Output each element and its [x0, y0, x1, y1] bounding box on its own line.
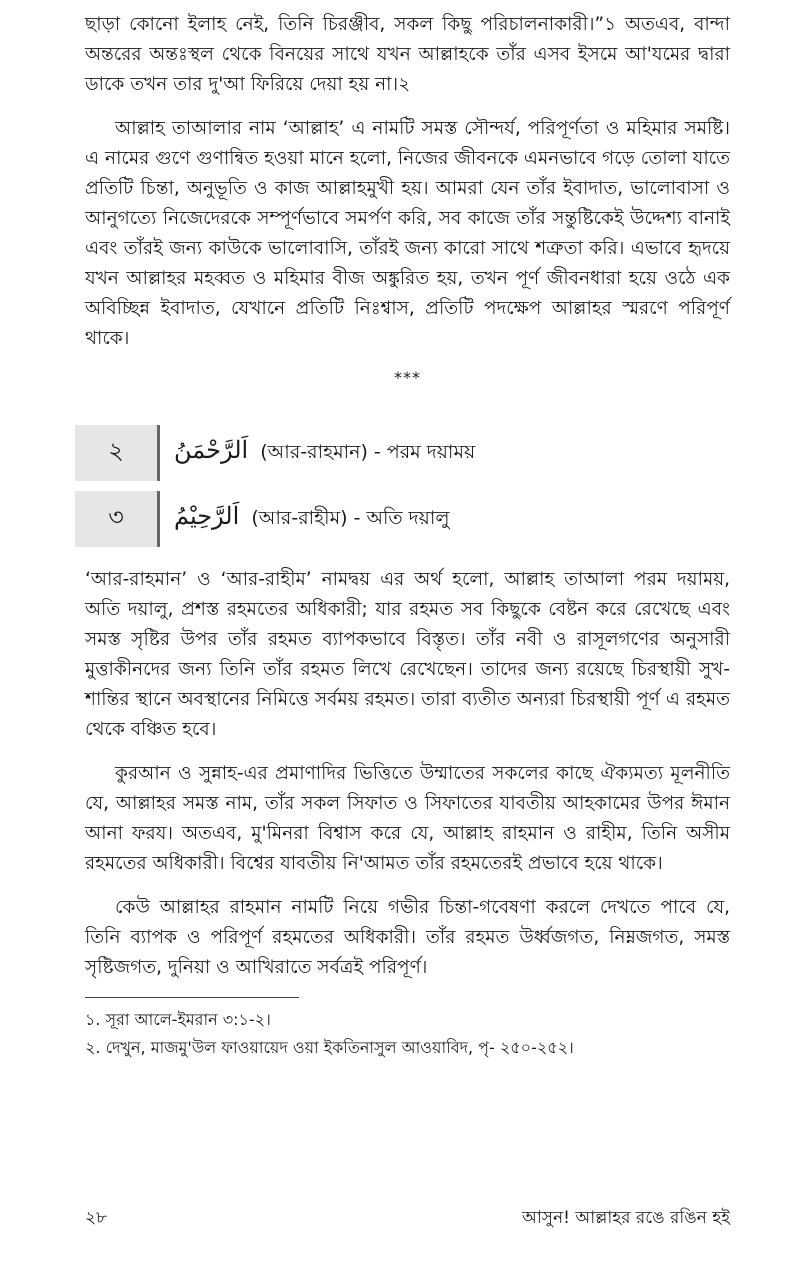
name-number: ৩	[75, 491, 160, 547]
footnote-2: ২. দেখুন, মাজমু'উল ফাওয়ায়েদ ওয়া ইকতিনাসুল আওয়াবিদ, পৃ- ২৫০-২৫২।	[85, 1038, 574, 1057]
name-title	[160, 436, 475, 470]
name-box-ar-rahman	[75, 425, 730, 481]
paragraph-4: কুরআন ও সুন্নাহ-এর প্রমাণাদির ভিত্তিতে উম্মাতের সকলের কাছে ঐক্যমত্য মূলনীতি যে, আল্লাহর সমস্ত নাম, তাঁর সকল সিফাত ও সিফাতের যাবতীয় আহকামের উপর ঈমান আনা ফরয। অতএব, মু'মিনরা বিশ্বাস করে যে, আল্লাহ রাহমান ও রাহীম, তিনি অসীম রহমতের অধিকারী। বিশ্বের যাবতীয় নি'আমত তাঁর রহমতেরই প্রভাবে হয়ে থাকে।	[85, 763, 730, 874]
name-meaning: (আর-রাহীম) - অতি দয়ালু	[251, 507, 450, 529]
paragraph-5: কেউ আল্লাহর রাহমান নামটি নিয়ে গভীর চিন্তা-গবেষণা করলে দেখতে পাবে যে, তিনি ব্যাপক ও পরিপূর্ণ রহমতের অধিকারী। তাঁর রহমত উর্ধ্বজগত, নিম্নজগত, সমস্ত সৃষ্টিজগত, দুনিয়া ও আখিরাতে সর্বত্রই পরিপূর্ণ।	[85, 897, 730, 978]
paragraph-2: আল্লাহ তাআলার নাম ‘আল্লাহ’ এ নামটি সমস্ত সৌন্দর্য, পরিপূর্ণতা ও মহিমার সমষ্টি। এ নামের গুণে গুণান্বিত হওয়া মানে হলো, নিজের জীবনকে এমনভাবে গড়ে তোলা যাতে প্রতিটি চিন্তা, অনুভূতি ও কাজ আল্লাহমুখী হয়। আমরা যেন তাঁর ইবাদাত, ভালোবাসা ও আনুগত্যে নিজেদেরকে সম্পূর্ণভাবে সমর্পণ করি, সব কাজে তাঁর সন্তুষ্টিকেই উদ্দেশ্য বানাই এবং তাঁরই জন্য কাউকে ভালোবাসি, তাঁরই জন্য কারো সাথে শত্রুতা করি। এভাবে হৃদয়ে যখন আল্লাহর মহব্বত ও মহিমার বীজ অঙ্কুরিত হয়, তখন পূর্ণ জীবনধারা হয়ে ওঠে এক অবিচ্ছিন্ন ইবাদাত, যেখানে প্রতিটি নিঃশ্বাস, প্রতিটি পদক্ষেপ আল্লাহর স্মরণে পরিপূর্ণ থাকে।	[85, 118, 730, 349]
footnote-divider	[85, 997, 299, 998]
name-meaning: (আর-রাহমান) - পরম দয়াময়	[260, 441, 476, 463]
paragraph-3: ‘আর-রাহমান’ ও ‘আর-রাহীম’ নামদ্বয় এর অর্থ হলো, আল্লাহ তাআলা পরম দয়াময়, অতি দয়ালু, প্রশস্ত রহমতের অধিকারী; যার রহমত সব কিছুকে বেষ্টন করে রেখেছে এবং সমস্ত সৃষ্টির উপর তাঁর রহমত ব্যাপকভাবে বিস্তৃত। তাঁর নবী ও রাসূলগণের অনুসারী মুত্তাকীনদের জন্য তিনি তাঁর রহমত লিখে রেখেছেন। তাদের জন্য রয়েছে চিরস্থায়ী সুখ-শান্তির স্থানে অবস্থানের নিমিত্তে সর্বময় রহমত। তারা ব্যতীত অন্যরা চিরস্থায়ী পূর্ণ এ রহমত থেকে বঞ্চিত হবে।	[85, 569, 730, 740]
name-number: ২	[75, 425, 160, 481]
paragraph-1: ছাড়া কোনো ইলাহ নেই, তিনি চিরঞ্জীব, সকল কিছু পরিচালনাকারী।”১ অতএব, বান্দা অন্তরের অন্তঃস্থল থেকে বিনয়ের সাথে যখন আল্লাহকে তাঁর এসব ইসমে আ'যমের দ্বারা ডাকে তখন তার দু'আ ফিরিয়ে দেয়া হয় না।২	[85, 14, 730, 95]
page-content	[85, 10, 730, 1062]
name-title	[160, 502, 450, 536]
page-footer	[85, 1205, 730, 1233]
section-separator: ***	[394, 368, 421, 387]
name-box-ar-rahim	[75, 491, 730, 547]
footnote-1: ১. সূরা আলে-ইমরান ৩:১-২।	[85, 1010, 271, 1029]
arabic-name: اَلرَّحْمَنُ	[174, 436, 249, 464]
book-title: আসুন! আল্লাহর রঙে রঙিন হই	[521, 1208, 730, 1228]
page-number: ২৮	[85, 1208, 108, 1228]
arabic-name: اَلرَّحِيْمُ	[174, 502, 240, 530]
